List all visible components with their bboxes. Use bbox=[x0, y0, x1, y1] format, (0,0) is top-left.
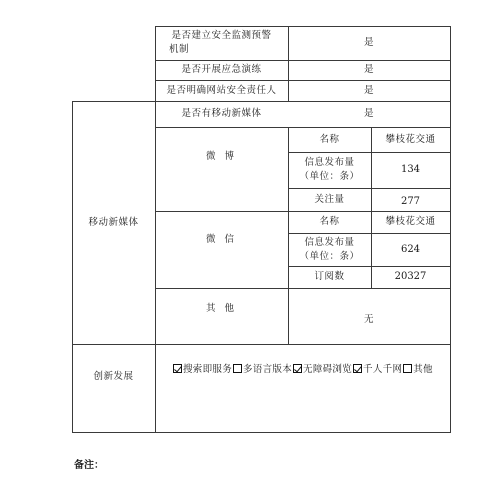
responsible-label: 是否明确网站安全责任人 bbox=[166, 84, 277, 96]
other-media-label: 其 他 bbox=[205, 303, 238, 314]
weibo-posts-label-line2: （单位：条） bbox=[299, 171, 360, 182]
checkbox-search-service[interactable] bbox=[173, 364, 182, 373]
innovation-options bbox=[172, 362, 452, 378]
option-other-label: 其他 bbox=[413, 364, 433, 375]
checkbox-personalized[interactable] bbox=[353, 364, 362, 373]
option-accessibility-label: 无障碍浏览 bbox=[303, 364, 353, 375]
wechat-label: 微 信 bbox=[205, 234, 238, 245]
monitoring-label-line1: 是否建立安全监测预警 bbox=[171, 30, 272, 41]
weibo-name-value: 攀枝花交通 bbox=[385, 133, 436, 145]
wechat-name-label: 名称 bbox=[319, 216, 340, 227]
new-media-section-label: 移动新媒体 bbox=[88, 216, 139, 228]
innovation-section-label: 创新发展 bbox=[93, 371, 134, 382]
wechat-name-value: 攀枝花交通 bbox=[385, 216, 436, 227]
checkbox-multilanguage[interactable] bbox=[233, 364, 242, 373]
drill-value: 是 bbox=[363, 64, 374, 75]
monitoring-label-line2: 机制 bbox=[169, 44, 190, 55]
wechat-subscribers-value: 20327 bbox=[394, 271, 427, 282]
drill-label: 是否开展应急演练 bbox=[181, 64, 262, 75]
option-search-service-label: 搜索即服务 bbox=[183, 364, 233, 375]
checkbox-other[interactable] bbox=[403, 364, 412, 373]
weibo-posts-label bbox=[288, 152, 371, 188]
has-media-label: 是否有移动新媒体 bbox=[181, 108, 262, 119]
weibo-followers-value: 277 bbox=[400, 196, 421, 207]
weibo-followers-label: 关注量 bbox=[314, 193, 345, 205]
wechat-posts-label-line1: 信息发布量 bbox=[304, 236, 355, 248]
weibo-posts-label-line1: 信息发布量 bbox=[304, 157, 355, 168]
weibo-posts-value: 134 bbox=[400, 164, 421, 175]
wechat-subscribers-label: 订阅数 bbox=[314, 271, 345, 282]
checkbox-accessibility[interactable] bbox=[293, 364, 302, 373]
other-media-value: 无 bbox=[363, 314, 374, 325]
monitoring-label bbox=[155, 26, 288, 60]
weibo-name-label: 名称 bbox=[319, 133, 340, 145]
has-media-value: 是 bbox=[363, 108, 374, 119]
monitoring-value: 是 bbox=[363, 37, 374, 48]
responsible-value: 是 bbox=[363, 84, 374, 96]
option-multilanguage-label: 多语言版本 bbox=[243, 364, 293, 375]
wechat-posts-label bbox=[288, 233, 371, 266]
wechat-posts-label-line2: （单位：条） bbox=[299, 250, 360, 262]
weibo-label: 微 博 bbox=[205, 151, 238, 162]
option-personalized-label: 千人千网 bbox=[363, 364, 403, 375]
wechat-posts-value: 624 bbox=[400, 243, 421, 255]
note-label: 备注： bbox=[74, 460, 104, 471]
